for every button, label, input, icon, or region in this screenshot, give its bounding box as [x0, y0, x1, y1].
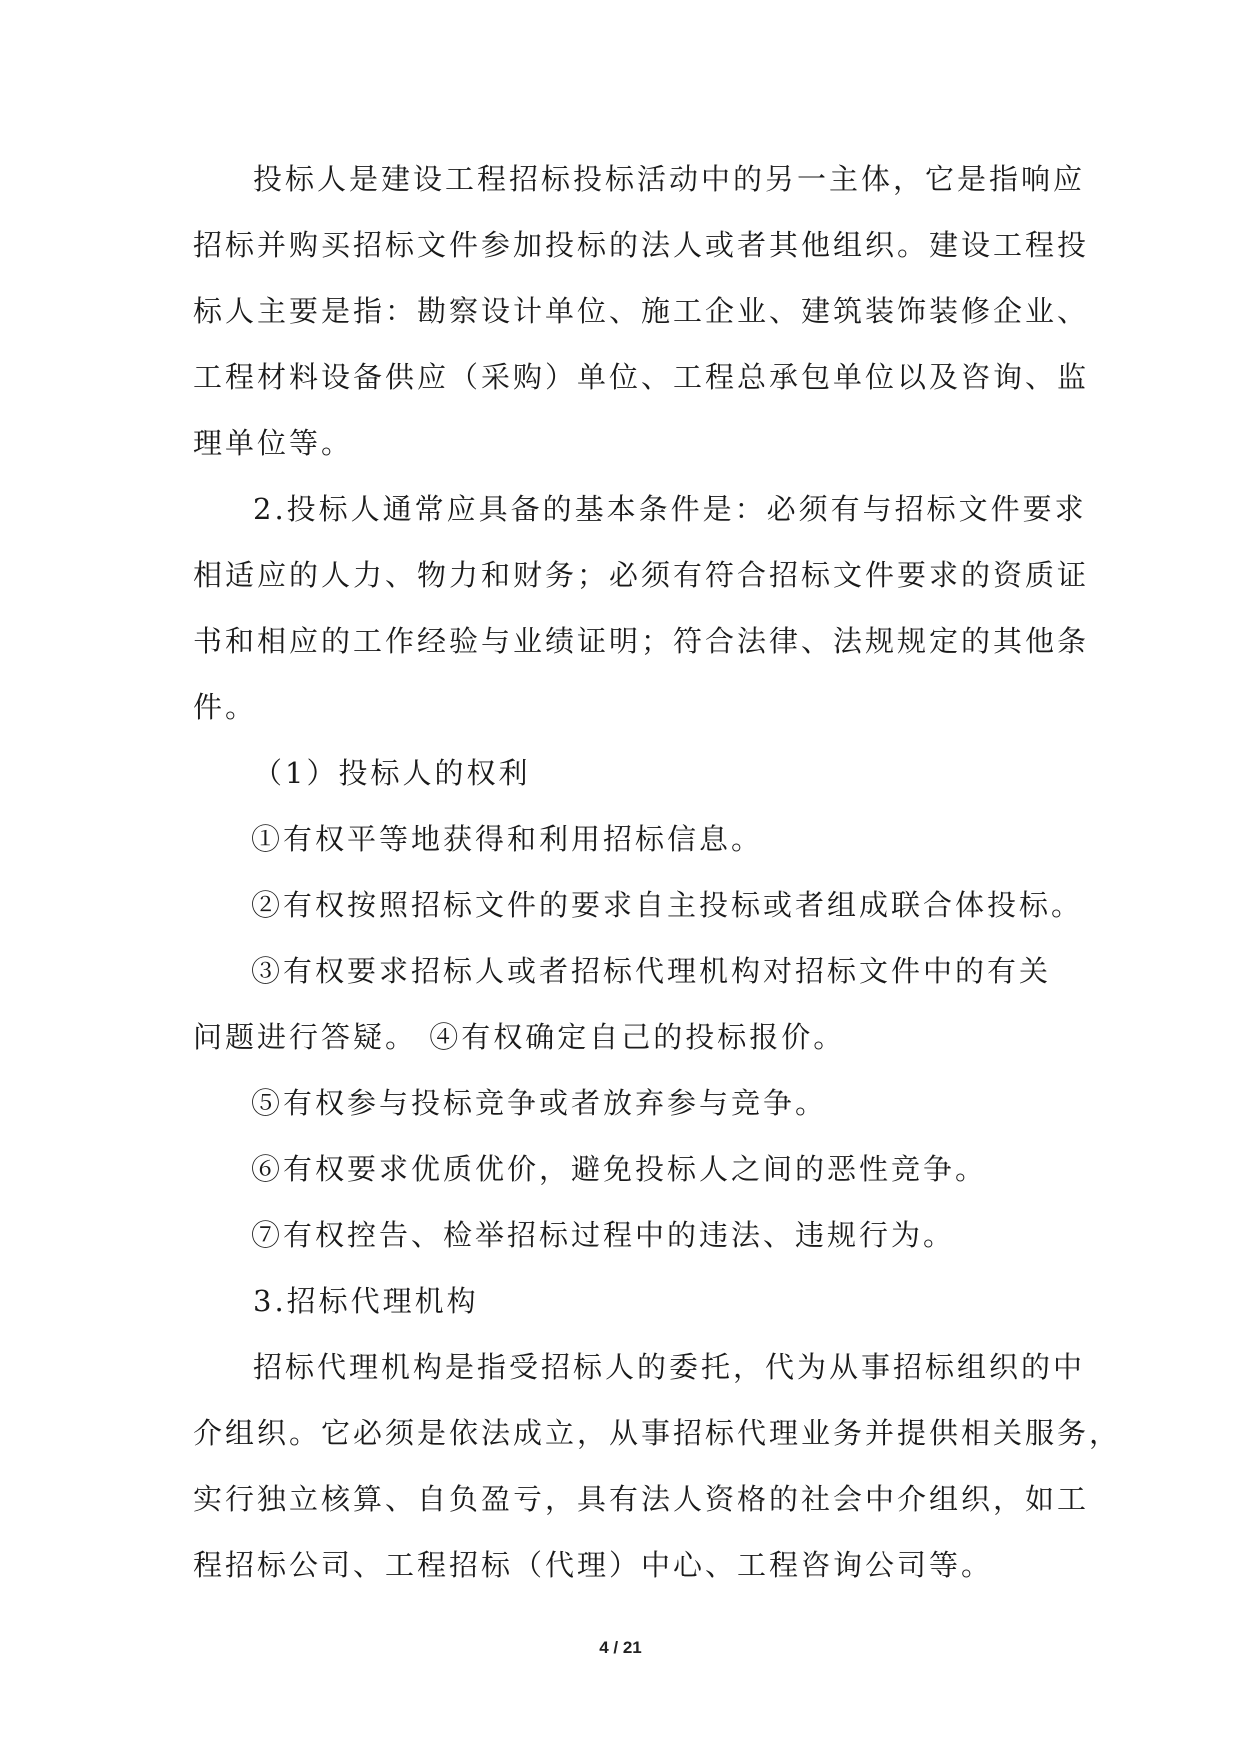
page-number: 4 / 21	[599, 1638, 642, 1657]
list-item: ①有权平等地获得和利用招标信息。	[251, 822, 764, 856]
paragraph-line: 程招标公司、工程招标（代理）中心、工程咨询公司等。	[193, 1548, 994, 1582]
paragraph-line: 理单位等。	[193, 426, 354, 460]
paragraph-line: 书和相应的工作经验与业绩证明；符合法律、法规规定的其他条	[193, 624, 1090, 658]
list-item: ⑦有权控告、检举招标过程中的违法、违规行为。	[251, 1218, 956, 1252]
list-item: ②有权按照招标文件的要求自主投标或者组成联合体投标。	[251, 888, 1084, 922]
paragraph-line: 标人主要是指：勘察设计单位、施工企业、建筑装饰装修企业、	[193, 294, 1090, 328]
paragraph-line: 招标代理机构是指受招标人的委托，代为从事招标组织的中	[253, 1350, 1086, 1384]
paragraph-line: 工程材料设备供应（采购）单位、工程总承包单位以及咨询、监	[193, 360, 1090, 394]
paragraph-line: 介组织。它必须是依法成立，从事招标代理业务并提供相关服务，	[193, 1416, 1122, 1450]
section-heading: （1）投标人的权利	[253, 756, 531, 790]
paragraph-line: 实行独立核算、自负盈亏，具有法人资格的社会中介组织，如工	[193, 1482, 1090, 1516]
paragraph-line: 相适应的人力、物力和财务；必须有符合招标文件要求的资质证	[193, 558, 1090, 592]
list-item: ③有权要求招标人或者招标代理机构对招标文件中的有关	[251, 954, 1052, 988]
paragraph-line: 2.投标人通常应具备的基本条件是：必须有与招标文件要求	[253, 492, 1087, 526]
paragraph-line: 件。	[193, 690, 258, 724]
paragraph-line: 投标人是建设工程招标投标活动中的另一主体，它是指响应	[253, 162, 1086, 196]
section-heading: 3.招标代理机构	[253, 1284, 479, 1318]
list-item: ⑤有权参与投标竞争或者放弃参与竞争。	[251, 1086, 828, 1120]
list-item: 问题进行答疑。 ④有权确定自己的投标报价。	[193, 1020, 846, 1054]
body-text	[193, 160, 1122, 1612]
list-item: ⑥有权要求优质优价，避免投标人之间的恶性竞争。	[251, 1152, 988, 1186]
paragraph-line: 招标并购买招标文件参加投标的法人或者其他组织。建设工程投	[193, 228, 1090, 262]
